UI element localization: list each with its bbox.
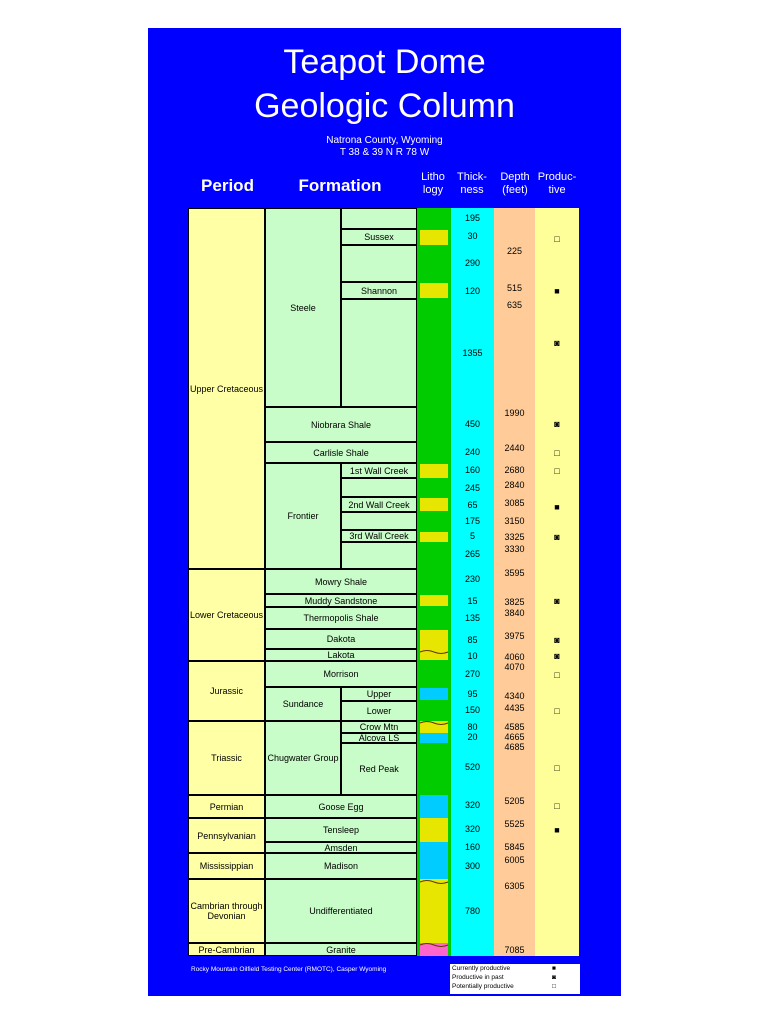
depth-value: 4435 xyxy=(504,703,525,713)
thickness-value: 80 xyxy=(467,722,478,732)
thickness-value: 320 xyxy=(464,824,481,834)
header-depth-2: (feet) xyxy=(502,184,528,196)
legend-potential-label: Potentially productive xyxy=(452,983,514,990)
depth-value: 5525 xyxy=(504,819,525,829)
productive-marker: ◙ xyxy=(554,532,560,542)
period-upper-cretaceous: Upper Cretaceous xyxy=(188,208,265,569)
header-lithology-1: Litho xyxy=(421,171,445,183)
period-pre-cambrian: Pre-Cambrian xyxy=(188,943,265,956)
formation-chugwater-group: Chugwater Group xyxy=(265,721,341,795)
thickness-value: 175 xyxy=(464,516,481,526)
productive-marker: □ xyxy=(554,763,560,773)
member-crow-mtn: Crow Mtn xyxy=(341,721,417,733)
depth-value: 3325 xyxy=(504,532,525,542)
period-permian: Permian xyxy=(188,795,265,818)
depth-value: 3595 xyxy=(504,568,525,578)
thickness-value: 5 xyxy=(469,531,475,541)
header-period: Period xyxy=(201,176,254,195)
thickness-value: 10 xyxy=(467,651,478,661)
thickness-value: 230 xyxy=(464,574,481,584)
member-frontier-a xyxy=(341,478,417,497)
header-productive-2: tive xyxy=(548,184,566,196)
depth-value: 515 xyxy=(506,283,523,293)
depth-value: 2440 xyxy=(504,443,525,453)
legend-potential-icon: □ xyxy=(552,983,556,990)
header-formation: Formation xyxy=(298,176,382,195)
depth-value: 4070 xyxy=(504,662,525,672)
lithology-column xyxy=(417,208,451,956)
thickness-value: 780 xyxy=(464,906,481,916)
productive-marker: □ xyxy=(554,706,560,716)
depth-value: 1990 xyxy=(504,408,525,418)
legend-past-icon: ◙ xyxy=(552,974,556,981)
member-red-peak: Red Peak xyxy=(341,743,417,795)
productive-marker: ◙ xyxy=(554,596,560,606)
title-line-1: Teapot Dome xyxy=(283,43,486,81)
depth-value: 7085 xyxy=(504,945,525,955)
depth-value: 6005 xyxy=(504,855,525,865)
footer-credit: Rocky Mountain Oilfield Testing Center (RMOTC), Casper Wyoming xyxy=(191,966,387,973)
depth-value: 3975 xyxy=(504,631,525,641)
thickness-value: 270 xyxy=(464,669,481,679)
productive-marker: ◙ xyxy=(554,635,560,645)
formation-thermopolis-shale: Thermopolis Shale xyxy=(265,607,417,629)
depth-value: 3150 xyxy=(504,516,525,526)
formation-niobrara-shale: Niobrara Shale xyxy=(265,407,417,442)
thickness-value: 160 xyxy=(464,465,481,475)
productive-marker: ◙ xyxy=(554,338,560,348)
productive-marker: □ xyxy=(554,801,560,811)
member-3rd-wall-creek: 3rd Wall Creek xyxy=(341,530,417,542)
period-mississippian: Mississippian xyxy=(188,853,265,879)
productive-marker: □ xyxy=(554,234,560,244)
period-triassic: Triassic xyxy=(188,721,265,795)
member-1st-wall-creek: 1st Wall Creek xyxy=(341,463,417,478)
legend-current-icon: ■ xyxy=(552,965,556,972)
thickness-value: 300 xyxy=(464,861,481,871)
thickness-value: 150 xyxy=(464,705,481,715)
period-cambrian-devonian: Cambrian through Devonian xyxy=(188,879,265,943)
period-lower-cretaceous: Lower Cretaceous xyxy=(188,569,265,661)
thickness-value: 30 xyxy=(467,231,478,241)
thickness-value: 195 xyxy=(464,213,481,223)
formation-granite: Granite xyxy=(265,943,417,956)
productive-marker: ◙ xyxy=(554,419,560,429)
legend-current-label: Currently productive xyxy=(452,965,511,972)
thickness-value: 85 xyxy=(467,635,478,645)
formation-dakota: Dakota xyxy=(265,629,417,649)
depth-value: 3330 xyxy=(504,544,525,554)
thickness-value: 520 xyxy=(464,762,481,772)
productive-marker: □ xyxy=(554,448,560,458)
header-thickness-1: Thick- xyxy=(457,171,487,183)
productive-marker: ■ xyxy=(554,502,560,512)
thickness-value: 65 xyxy=(467,500,478,510)
productive-marker: ■ xyxy=(554,825,560,835)
member-steele-lower xyxy=(341,299,417,407)
productive-column xyxy=(535,208,579,956)
formation-carlisle-shale: Carlisle Shale xyxy=(265,442,417,463)
formation-amsden: Amsden xyxy=(265,842,417,853)
member-steele-upper xyxy=(341,208,417,229)
member-steele-middle xyxy=(341,245,417,282)
formation-madison: Madison xyxy=(265,853,417,879)
formation-goose-egg: Goose Egg xyxy=(265,795,417,818)
thickness-value: 1355 xyxy=(462,348,483,358)
productive-marker: ■ xyxy=(554,286,560,296)
member-sundance-upper: Upper xyxy=(341,687,417,701)
depth-value: 635 xyxy=(506,300,523,310)
depth-value: 3085 xyxy=(504,498,525,508)
productive-marker: ◙ xyxy=(554,651,560,661)
member-frontier-b xyxy=(341,512,417,530)
depth-value: 3840 xyxy=(504,608,525,618)
header-thickness-2: ness xyxy=(460,184,484,196)
header-productive-1: Produc- xyxy=(537,171,577,183)
productive-marker: □ xyxy=(554,670,560,680)
depth-value: 4685 xyxy=(504,742,525,752)
member-shannon: Shannon xyxy=(341,282,417,299)
member-sussex: Sussex xyxy=(341,229,417,245)
depth-value: 2840 xyxy=(504,480,525,490)
legend-past-label: Productive in past xyxy=(452,974,504,981)
formation-frontier: Frontier xyxy=(265,463,341,569)
title-line-2: Geologic Column xyxy=(254,87,515,125)
depth-value: 225 xyxy=(506,246,523,256)
period-jurassic: Jurassic xyxy=(188,661,265,721)
depth-value: 5845 xyxy=(504,842,525,852)
formation-mowry-shale: Mowry Shale xyxy=(265,569,417,594)
depth-value: 4060 xyxy=(504,652,525,662)
depth-value: 3825 xyxy=(504,597,525,607)
member-sundance-lower: Lower xyxy=(341,701,417,721)
depth-value: 2680 xyxy=(504,465,525,475)
formation-morrison: Morrison xyxy=(265,661,417,687)
member-alcova-ls: Alcova LS xyxy=(341,733,417,743)
thickness-value: 290 xyxy=(464,258,481,268)
formation-steele: Steele xyxy=(265,208,341,407)
thickness-value: 320 xyxy=(464,800,481,810)
member-2nd-wall-creek: 2nd Wall Creek xyxy=(341,497,417,512)
thickness-value: 265 xyxy=(464,549,481,559)
depth-value: 5205 xyxy=(504,796,525,806)
thickness-value: 240 xyxy=(464,447,481,457)
depth-value: 4665 xyxy=(504,732,525,742)
member-frontier-c xyxy=(341,542,417,569)
subtitle-line-1: Natrona County, Wyoming xyxy=(326,135,443,146)
thickness-value: 120 xyxy=(464,286,481,296)
formation-lakota: Lakota xyxy=(265,649,417,661)
depth-value: 4340 xyxy=(504,691,525,701)
formation-undifferentiated: Undifferentiated xyxy=(265,879,417,943)
thickness-value: 20 xyxy=(467,732,478,742)
thickness-value: 95 xyxy=(467,689,478,699)
header-lithology-2: logy xyxy=(422,184,444,196)
thickness-value: 160 xyxy=(464,842,481,852)
header-depth-1: Depth xyxy=(500,171,530,183)
formation-tensleep: Tensleep xyxy=(265,818,417,842)
subtitle-line-2: T 38 & 39 N R 78 W xyxy=(339,147,430,158)
formation-muddy-sandstone: Muddy Sandstone xyxy=(265,594,417,607)
depth-value: 6305 xyxy=(504,881,525,891)
thickness-value: 15 xyxy=(467,596,478,606)
depth-value: 4585 xyxy=(504,722,525,732)
thickness-value: 245 xyxy=(464,483,481,493)
period-pennsylvanian: Pennsylvanian xyxy=(188,818,265,853)
formation-sundance: Sundance xyxy=(265,687,341,721)
thickness-value: 135 xyxy=(464,613,481,623)
productive-marker: □ xyxy=(554,466,560,476)
thickness-value: 450 xyxy=(464,419,481,429)
